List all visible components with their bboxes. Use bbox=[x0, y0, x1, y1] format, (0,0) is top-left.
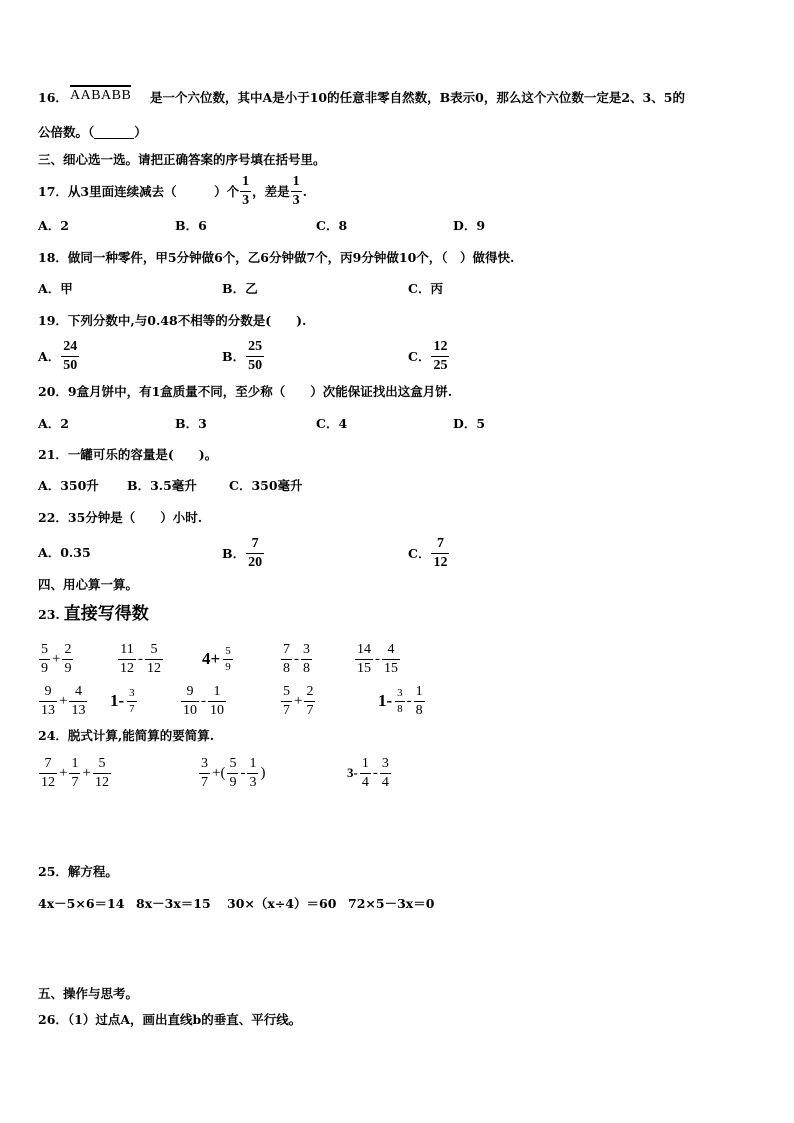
denominator: 15 bbox=[357, 660, 371, 676]
fraction bbox=[227, 757, 238, 790]
fraction bbox=[355, 643, 373, 676]
denominator: 7 bbox=[129, 702, 135, 715]
denominator: 10 bbox=[210, 702, 224, 718]
section-3-heading: 三、细心选一选。请把正确答案的序号填在括号里。 bbox=[38, 152, 326, 167]
q17-text-end: . bbox=[302, 183, 307, 199]
numerator: 9 bbox=[186, 683, 194, 699]
fraction bbox=[301, 643, 312, 676]
q20-option-c[interactable]: C．4 bbox=[316, 416, 348, 431]
q19-option-a-label: A． bbox=[38, 349, 61, 364]
q25-equation-2: 8x－3x＝15 bbox=[136, 896, 211, 911]
numerator: 5 bbox=[229, 755, 237, 771]
operator: - bbox=[240, 764, 246, 781]
numerator: 7 bbox=[44, 755, 52, 771]
q24-question: 24．脱式计算,能简算的要简算. bbox=[38, 728, 215, 743]
operator: + bbox=[59, 692, 68, 709]
q19-option-b-label: B． bbox=[222, 349, 246, 364]
denominator: 13 bbox=[71, 702, 86, 718]
denominator: 4 bbox=[381, 774, 389, 790]
q17-option-a[interactable]: A．2 bbox=[38, 218, 69, 233]
q25-question: 25．解方程。 bbox=[38, 864, 118, 879]
denominator: 12 bbox=[120, 660, 134, 676]
fraction bbox=[39, 685, 57, 718]
q25-equation-1: 4x－5×6＝14 bbox=[38, 896, 125, 911]
numerator: 11 bbox=[120, 641, 134, 657]
numerator: 3 bbox=[129, 686, 135, 699]
fraction bbox=[69, 685, 87, 718]
q21-option-b[interactable]: B．3.5毫升 bbox=[127, 478, 197, 493]
numerator: 4 bbox=[74, 683, 82, 699]
q16-cont-post: ） bbox=[134, 124, 147, 140]
q19-option-c-fraction bbox=[431, 340, 449, 373]
q16-answer-blank[interactable] bbox=[94, 126, 134, 139]
q17-question bbox=[38, 172, 307, 210]
fraction bbox=[360, 757, 371, 790]
q23-r2-expr-3 bbox=[180, 682, 227, 720]
numerator: 2 bbox=[64, 641, 72, 657]
q22-option-b-den: 20 bbox=[248, 554, 263, 570]
section-5-heading: 五、操作与思考。 bbox=[38, 986, 139, 1001]
fraction bbox=[304, 685, 315, 718]
fraction bbox=[281, 643, 292, 676]
numerator: 9 bbox=[44, 683, 52, 699]
denominator: 8 bbox=[303, 660, 310, 676]
q22-option-b-fraction bbox=[246, 537, 264, 570]
fraction bbox=[382, 643, 400, 676]
denominator: 9 bbox=[229, 774, 237, 790]
numerator: 1 bbox=[249, 755, 257, 771]
numerator: 4 bbox=[387, 641, 395, 657]
denominator: 7 bbox=[306, 702, 314, 718]
denominator: 4 bbox=[361, 774, 369, 790]
q23-r2-expr-2 bbox=[110, 682, 138, 720]
q22-option-c-num: 7 bbox=[436, 535, 444, 551]
q21-question: 21．一罐可乐的容量是( )。 bbox=[38, 447, 218, 462]
q21-option-a[interactable]: A．350升 bbox=[38, 478, 99, 493]
q24-expr-1 bbox=[38, 754, 112, 792]
q20-question: 20．9盒月饼中，有1盒质量不同，至少称（ ）次能保证找出这盒月饼. bbox=[38, 384, 453, 399]
q17-option-d[interactable]: D．9 bbox=[453, 218, 486, 233]
fraction bbox=[281, 685, 292, 718]
denominator: 7 bbox=[71, 774, 79, 790]
denominator: 9 bbox=[225, 660, 231, 673]
q17-text-mid: ，差是 bbox=[252, 184, 290, 199]
fraction bbox=[199, 757, 210, 790]
operator: - bbox=[138, 650, 143, 667]
q17-option-c[interactable]: C．8 bbox=[316, 218, 348, 233]
q18-option-b[interactable]: B．乙 bbox=[222, 281, 258, 296]
operator: - bbox=[375, 650, 380, 667]
q20-option-b[interactable]: B．3 bbox=[175, 416, 207, 431]
fraction bbox=[93, 757, 111, 790]
q26-question: 26．（1）过点A，画出直线b的垂直、平行线。 bbox=[38, 1012, 302, 1027]
q17-fraction-2-num: 1 bbox=[292, 173, 300, 189]
q22-option-c-den: 12 bbox=[433, 554, 448, 570]
numerator: 5 bbox=[41, 641, 48, 657]
denominator: 9 bbox=[41, 660, 48, 676]
q20-option-a[interactable]: A．2 bbox=[38, 416, 69, 431]
q23-r1-expr-4 bbox=[280, 640, 313, 678]
q22-option-c-fraction bbox=[431, 537, 449, 570]
numerator: 5 bbox=[225, 644, 231, 657]
q23-heading bbox=[38, 606, 149, 623]
q23-r1-expr-2 bbox=[117, 640, 164, 678]
fraction bbox=[223, 646, 233, 673]
fraction bbox=[181, 685, 199, 718]
q17-fraction-1-den: 3 bbox=[242, 192, 250, 208]
fraction bbox=[39, 643, 50, 676]
q23-r2-expr-1 bbox=[38, 682, 88, 720]
numerator: 1 bbox=[361, 755, 369, 771]
q18-option-c[interactable]: C．丙 bbox=[408, 281, 443, 296]
q19-option-c-den: 25 bbox=[433, 357, 448, 373]
q23-number: 23. bbox=[38, 607, 60, 622]
fraction bbox=[118, 643, 136, 676]
q16-text: 是一个六位数，其中A是小于10的任意非零自然数，B表示0，那么这个六位数一定是2、3、5的 bbox=[150, 90, 685, 105]
denominator: 9 bbox=[64, 660, 72, 676]
denominator: 15 bbox=[384, 660, 398, 676]
q23-r2-expr-5 bbox=[378, 682, 426, 720]
operator: +( bbox=[212, 764, 226, 781]
denominator: 12 bbox=[94, 774, 109, 790]
q22-option-a[interactable]: A．0.35 bbox=[38, 545, 91, 560]
q17-fraction-1-num: 1 bbox=[242, 173, 250, 189]
q22-option-b-label: B． bbox=[222, 546, 246, 561]
whole-number-operator: 1- bbox=[110, 691, 125, 710]
numerator: 2 bbox=[306, 683, 314, 699]
numerator: 3 bbox=[381, 755, 389, 771]
q16-overlined-number bbox=[70, 85, 131, 103]
q23-r1-expr-5 bbox=[354, 640, 401, 678]
q24-expr-3 bbox=[346, 754, 392, 792]
whole-number-operator: 1- bbox=[378, 691, 393, 710]
denominator: 10 bbox=[183, 702, 197, 718]
q24-expr-2 bbox=[198, 754, 266, 792]
numerator: 3 bbox=[397, 686, 403, 699]
numerator: 7 bbox=[283, 641, 290, 657]
denominator: 7 bbox=[283, 702, 290, 718]
denominator: 3 bbox=[249, 774, 257, 790]
q22-option-b-num: 7 bbox=[251, 535, 259, 551]
q25-equation-4: 72×5－3x＝0 bbox=[348, 896, 435, 911]
q19-option-a-fraction bbox=[61, 340, 79, 373]
fraction bbox=[145, 643, 163, 676]
q23-r1-expr-1 bbox=[38, 640, 74, 678]
fraction bbox=[127, 688, 137, 715]
q16-continuation bbox=[38, 126, 147, 139]
q21-option-c[interactable]: C．350毫升 bbox=[229, 478, 303, 493]
q17-text-pre: 17．从3里面连续减去（ ）个 bbox=[38, 184, 240, 199]
q22-question: 22．35分钟是（ ）小时. bbox=[38, 510, 203, 525]
q19-option-a-num: 24 bbox=[63, 338, 78, 354]
q17-fraction-2 bbox=[291, 175, 302, 208]
operator: - bbox=[372, 764, 378, 781]
denominator: 7 bbox=[201, 774, 208, 790]
operator: + bbox=[52, 650, 61, 667]
numerator: 3 bbox=[303, 641, 310, 657]
q19-option-a-den: 50 bbox=[63, 357, 78, 373]
fraction bbox=[247, 757, 258, 790]
numerator: 5 bbox=[150, 641, 158, 657]
q19-option-b-num: 25 bbox=[248, 338, 263, 354]
denominator: 12 bbox=[41, 774, 55, 790]
fraction bbox=[395, 688, 405, 715]
operator: - bbox=[201, 692, 206, 709]
q19-option-b[interactable] bbox=[222, 336, 265, 376]
numerator: 1 bbox=[213, 683, 221, 699]
numerator: 14 bbox=[357, 641, 371, 657]
q17-option-b[interactable]: B．6 bbox=[175, 218, 207, 233]
q23-r2-expr-4 bbox=[280, 682, 316, 720]
operator: + bbox=[82, 764, 91, 781]
operator: - bbox=[406, 692, 412, 709]
fraction bbox=[208, 685, 226, 718]
denominator: 8 bbox=[415, 702, 423, 718]
numerator: 3 bbox=[201, 755, 208, 771]
numerator: 5 bbox=[98, 755, 106, 771]
numerator: 1 bbox=[71, 755, 79, 771]
q19-option-c[interactable] bbox=[408, 336, 450, 376]
denominator: 8 bbox=[283, 660, 290, 676]
section-4-heading: 四、用心算一算。 bbox=[38, 577, 139, 592]
q16-cont-pre: 公倍数。（ bbox=[38, 124, 95, 140]
operator: + bbox=[59, 764, 68, 781]
fraction bbox=[414, 685, 425, 718]
whole-number-operator: 3- bbox=[347, 765, 358, 780]
closing-parenthesis: ) bbox=[260, 764, 266, 781]
q18-question: 18．做同一种零件，甲5分钟做6个，乙6分钟做7个，丙9分钟做10个，（ ）做得快. bbox=[38, 250, 515, 265]
q22-option-c-label: C． bbox=[408, 546, 431, 561]
q19-option-c-label: C． bbox=[408, 349, 431, 364]
fraction bbox=[62, 643, 73, 676]
q19-option-b-den: 50 bbox=[248, 357, 263, 373]
fraction bbox=[39, 757, 57, 790]
numerator: 5 bbox=[283, 683, 290, 699]
denominator: 12 bbox=[147, 660, 161, 676]
fraction bbox=[69, 757, 80, 790]
whole-number-operator: 4+ bbox=[202, 649, 221, 668]
numerator: 1 bbox=[415, 683, 423, 699]
fraction bbox=[380, 757, 391, 790]
q19-option-b-fraction bbox=[246, 340, 264, 373]
q23-r1-expr-3 bbox=[202, 640, 234, 678]
q17-fraction-1 bbox=[240, 175, 251, 208]
q20-option-d[interactable]: D．5 bbox=[453, 416, 486, 431]
q19-option-c-num: 12 bbox=[433, 338, 448, 354]
denominator: 8 bbox=[397, 702, 403, 715]
q17-fraction-2-den: 3 bbox=[292, 192, 300, 208]
q22-option-b[interactable] bbox=[222, 533, 265, 573]
q16-overline-expr: AABABB bbox=[70, 85, 131, 103]
q22-option-c[interactable] bbox=[408, 533, 450, 573]
denominator: 13 bbox=[41, 702, 55, 718]
q18-option-a[interactable]: A．甲 bbox=[38, 281, 73, 296]
q19-option-a[interactable] bbox=[38, 336, 80, 376]
operator: - bbox=[294, 650, 299, 667]
q25-equation-3: 30×（x÷4）＝60 bbox=[227, 896, 337, 911]
q16-number: 16． bbox=[38, 90, 68, 105]
q23-title: 直接写得数 bbox=[63, 604, 149, 624]
operator: + bbox=[294, 692, 303, 709]
q19-question: 19．下列分数中,与0.48不相等的分数是( ). bbox=[38, 313, 307, 328]
